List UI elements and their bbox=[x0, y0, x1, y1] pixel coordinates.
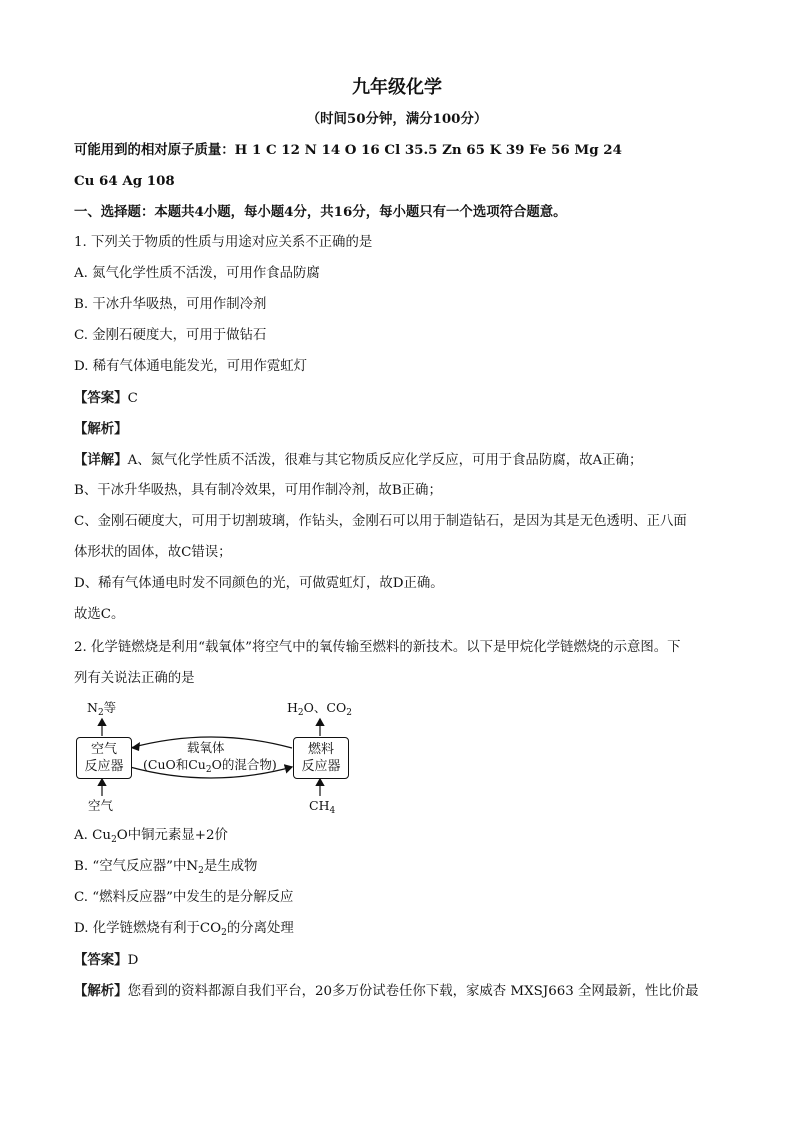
fuel-reactor-box bbox=[293, 737, 349, 779]
q1-detail-line-2: B、干冰升华吸热，具有制冷效果，可用作制冷剂，故B正确； bbox=[74, 483, 442, 498]
q2-option-d: D. 化学链燃烧有利于$CO_2$的分离处理 bbox=[74, 921, 294, 938]
fuel-reactor-label-2: 反应器 bbox=[301, 759, 341, 774]
section-heading: 一、选择题：本题共4小题，每小题4分，共16分，每小题只有一个选项符合题意。 bbox=[74, 204, 567, 220]
q1-option-a: A. 氮气化学性质不活泼，可用作食品防腐 bbox=[74, 266, 320, 281]
analysis-tag: 【解析】 bbox=[74, 983, 128, 999]
q2-option-c: C. “燃料反应器”中发生的是分解反应 bbox=[74, 890, 294, 905]
air-reactor-box bbox=[76, 737, 132, 779]
analysis-tag: 【解析】 bbox=[74, 421, 128, 437]
oxygen-carrier-label: 载氧体 bbox=[187, 740, 225, 755]
atomic-mass-line-1: 可能用到的相对原子质量：H 1 C 12 N 14 O 16 Cl 35.5 Zn 65 K 39 Fe 56 Mg 24 bbox=[74, 142, 622, 158]
q2-option-b: B. “空气反应器”中$N_2$是生成物 bbox=[74, 859, 258, 876]
q2-analysis bbox=[74, 982, 699, 1001]
fuel-reactor-label-1: 燃料 bbox=[307, 742, 334, 757]
q1-option-d: D. 稀有气体通电能发光，可用作霓虹灯 bbox=[74, 359, 308, 374]
page-subtitle: （时间50分钟，满分100分） bbox=[306, 111, 488, 127]
atomic-mass-line-2: Cu 64 Ag 108 bbox=[74, 173, 175, 189]
analysis-text: 您看到的资料都源自我们平台，20多万份试卷任你下载，家威杏 MXSJ663 全网最新，性比价最 bbox=[127, 984, 699, 999]
q1-stem: 1. 下列关于物质的性质与用途对应关系不正确的是 bbox=[74, 235, 373, 250]
q2-option-a: A. $Cu_2O$中铜元素显+2价 bbox=[74, 828, 228, 845]
q1-detail-line-3: C、金刚石硬度大，可用于切割玻璃，作钻头，金刚石可以用于制造钻石，是因为其是无色透明、正八面 bbox=[74, 514, 687, 529]
q2-stem-line-1: 2. 化学链燃烧是利用“载氧体”将空气中的氧传输至燃料的新技术。以下是甲烷化学链燃烧的示意图。下 bbox=[74, 640, 681, 655]
detail-text: A、氮气化学性质不活泼，很难与其它物质反应化学反应，可用于食品防腐，故A正确； bbox=[127, 453, 643, 468]
air-reactor-label-1: 空气 bbox=[90, 742, 117, 757]
detail-tag: 【详解】 bbox=[74, 452, 128, 468]
oxygen-carrier-composition: (CuO和$Cu_2O$的混合物) bbox=[143, 757, 277, 775]
q2-answer bbox=[74, 951, 138, 970]
q1-option-c: C. 金刚石硬度大，可用于做钻石 bbox=[74, 328, 267, 343]
air-input-label: 空气 bbox=[88, 798, 114, 813]
q1-option-b: B. 干冰升华吸热，可用作制冷剂 bbox=[74, 297, 267, 312]
page-title: 九年级化学 bbox=[352, 77, 442, 98]
answer-value: D bbox=[127, 953, 139, 968]
q2-stem-line-2: 列有关说法正确的是 bbox=[74, 671, 195, 686]
air-reactor-output-label: $N_2$等 bbox=[87, 700, 117, 718]
q1-detail-line-5: D、稀有气体通电时发不同颜色的光，可做霓虹灯，故D正确。 bbox=[74, 576, 444, 591]
air-reactor-label-2: 反应器 bbox=[84, 759, 124, 774]
answer-value: C bbox=[127, 391, 138, 406]
answer-tag: 【答案】 bbox=[74, 390, 128, 406]
fuel-reactor-output-label: $H_2O$、$CO_2$ bbox=[287, 700, 352, 718]
answer-tag: 【答案】 bbox=[74, 952, 128, 968]
methane-input-label: $CH_4$ bbox=[309, 798, 336, 816]
q1-detail-line-4: 体形状的固体，故C错误； bbox=[74, 545, 232, 560]
arrowhead-top-left bbox=[131, 742, 140, 751]
q1-detail-line-6: 故选C。 bbox=[74, 607, 125, 622]
